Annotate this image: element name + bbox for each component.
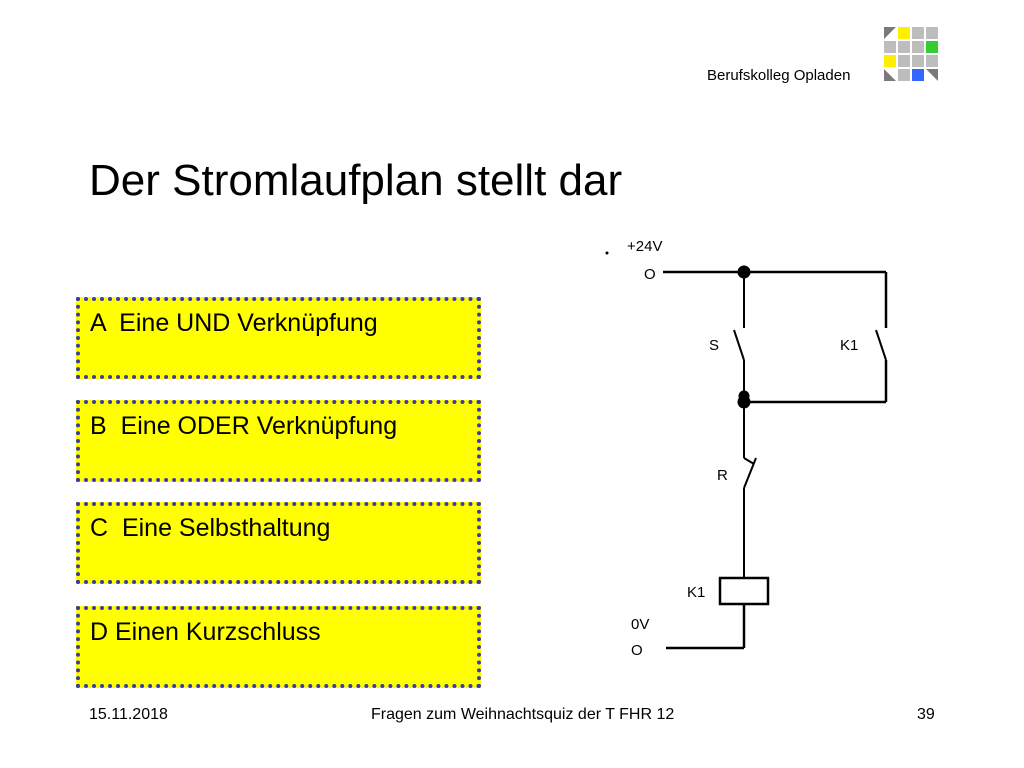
slide-title: Der Stromlaufplan stellt dar xyxy=(89,156,623,205)
answer-c-label: C Eine Selbsthaltung xyxy=(90,514,331,542)
ground-terminal-icon: O xyxy=(631,642,643,659)
switch-r-label: R xyxy=(717,467,728,484)
logo-cell xyxy=(884,55,896,67)
logo-cell xyxy=(898,69,910,81)
answer-a-label: A Eine UND Verknüpfung xyxy=(90,309,378,337)
switch-s-label: S xyxy=(709,337,720,354)
logo-cell xyxy=(926,69,938,81)
footer-caption: Fragen zum Weihnachtsquiz der T FHR 12 xyxy=(371,706,675,723)
circuit-dot-mark xyxy=(606,252,609,255)
answer-d-button[interactable] xyxy=(76,606,481,688)
switch-s-contact xyxy=(734,330,744,360)
coil-k1-label: K1 xyxy=(687,584,706,601)
school-name: Berufskolleg Opladen xyxy=(707,67,851,84)
contact-k1-label: K1 xyxy=(840,337,859,354)
logo-cell xyxy=(884,41,896,53)
ground-voltage-label: 0V xyxy=(631,616,650,633)
footer-page-number: 39 xyxy=(917,706,935,723)
answer-c-button[interactable] xyxy=(76,502,481,584)
r-contact-hook xyxy=(744,458,754,464)
logo-cell xyxy=(884,69,896,81)
logo-cell xyxy=(926,41,938,53)
logo-cell xyxy=(926,27,938,39)
logo-cell xyxy=(898,55,910,67)
footer-date: 15.11.2018 xyxy=(89,706,168,723)
logo-cell xyxy=(898,27,910,39)
circuit-diagram xyxy=(600,230,900,670)
supply-voltage-label: +24V xyxy=(627,238,663,255)
supply-terminal-icon: O xyxy=(644,266,656,283)
answer-a-button[interactable] xyxy=(76,297,481,379)
school-logo-icon xyxy=(884,27,940,83)
logo-cell xyxy=(912,27,924,39)
answer-b-button[interactable] xyxy=(76,400,481,482)
logo-cell xyxy=(912,69,924,81)
k1-contact xyxy=(876,330,886,360)
logo-cell xyxy=(926,55,938,67)
answer-d-label: D Einen Kurzschluss xyxy=(90,618,321,646)
answer-b-label: B Eine ODER Verknüpfung xyxy=(90,412,398,440)
logo-cell xyxy=(884,27,896,39)
logo-cell xyxy=(912,41,924,53)
k1-coil xyxy=(720,578,768,604)
logo-cell xyxy=(898,41,910,53)
logo-cell xyxy=(912,55,924,67)
